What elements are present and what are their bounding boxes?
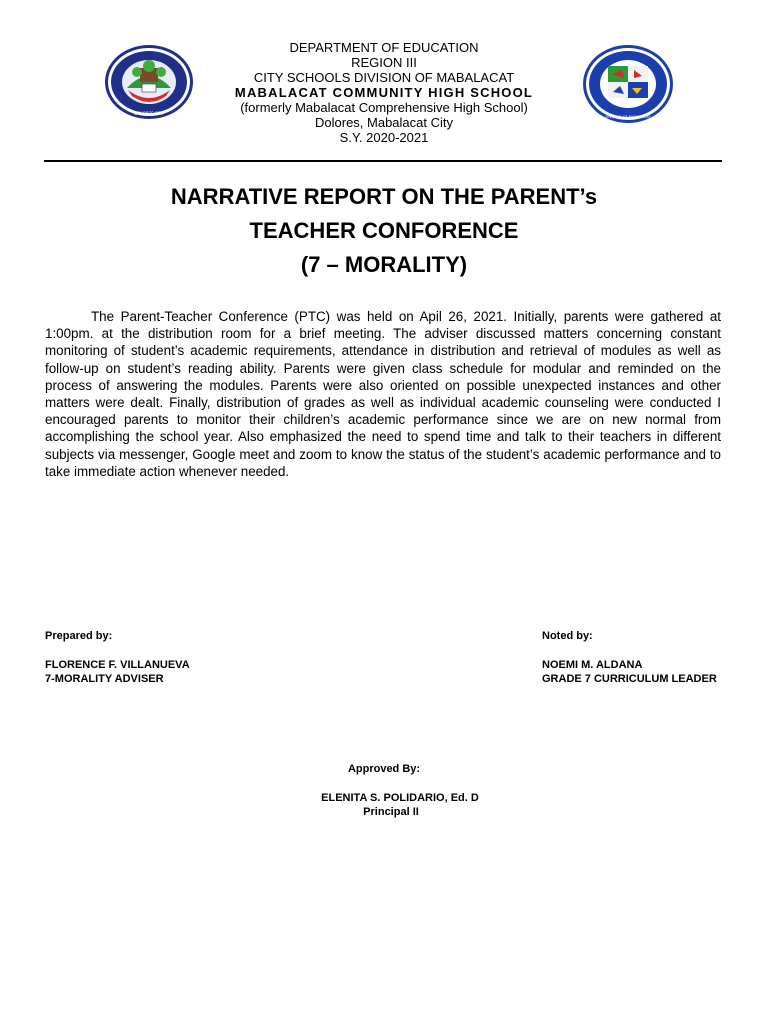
right-seal-bottom-text: DIVISION OF MABALACAT: [605, 115, 651, 119]
approved-by-name: ELENITA S. POLIDARIO, Ed. D: [321, 792, 479, 804]
region-line: REGION III: [351, 55, 417, 70]
header-divider: [44, 160, 722, 162]
prepared-by-name: FLORENCE F. VILLANUEVA: [45, 659, 190, 671]
noted-by-name: NOEMI M. ALDANA: [542, 659, 643, 671]
noted-by-role: GRADE 7 CURRICULUM LEADER: [542, 673, 717, 685]
letterhead: [184, 40, 584, 145]
report-body-paragraph: The Parent-Teacher Conference (PTC) was held on Apil 26, 2021. Initially, parents were gathered at 1:00pm. at the distribution room for a brief meeting. The adviser discussed matters concerning constant monitoring of student’s academic requirements, attendance in distribution and retrieval of modules as well as follow-up on student’s reading ability. Parents were given class schedule for modular and reminded on the process of answering the modules. Parents were also oriented on possible unexpected instances and other matters were dealt. Finally, distribution of grades as well as individual academic counseling were conducted I encouraged parents to monitor their children’s academic performance since we are on new normal from accomplishing the school year. Also emphasized the need to spend time and talk to their teachers in different subjects via messenger, Google meet and zoom to know the status of the student’s academic performance and to take immediate action whenever needed.: [45, 309, 721, 479]
department-line: DEPARTMENT OF EDUCATION: [289, 40, 479, 55]
school-year-line: S.Y. 2020-2021: [339, 130, 429, 145]
approved-by-role: Principal II: [363, 806, 419, 818]
title-line-2: TEACHER CONFORENCE: [249, 218, 519, 243]
address-line: Dolores, Mabalacat City: [315, 115, 453, 130]
division-line: CITY SCHOOLS DIVISION OF MABALACAT: [253, 70, 515, 85]
report-title: [44, 180, 724, 282]
title-line-3: (7 – MORALITY): [300, 252, 468, 277]
approved-by-label: Approved By:: [347, 763, 421, 775]
deped-seal-logo: [582, 44, 674, 124]
school-name: MABALACAT COMMUNITY HIGH SCHOOL: [234, 85, 534, 100]
title-line-1: NARRATIVE REPORT ON THE PARENT’s: [170, 184, 598, 209]
left-seal-bottom-text: DOLORES CITY: [134, 111, 164, 116]
school-seal-logo: [104, 44, 194, 120]
formerly-line: (formerly Mabalacat Comprehensive High School): [240, 100, 528, 115]
noted-by-label: Noted by:: [542, 630, 593, 642]
prepared-by-role: 7-MORALITY ADVISER: [45, 673, 164, 685]
prepared-by-label: Prepared by:: [45, 630, 113, 642]
